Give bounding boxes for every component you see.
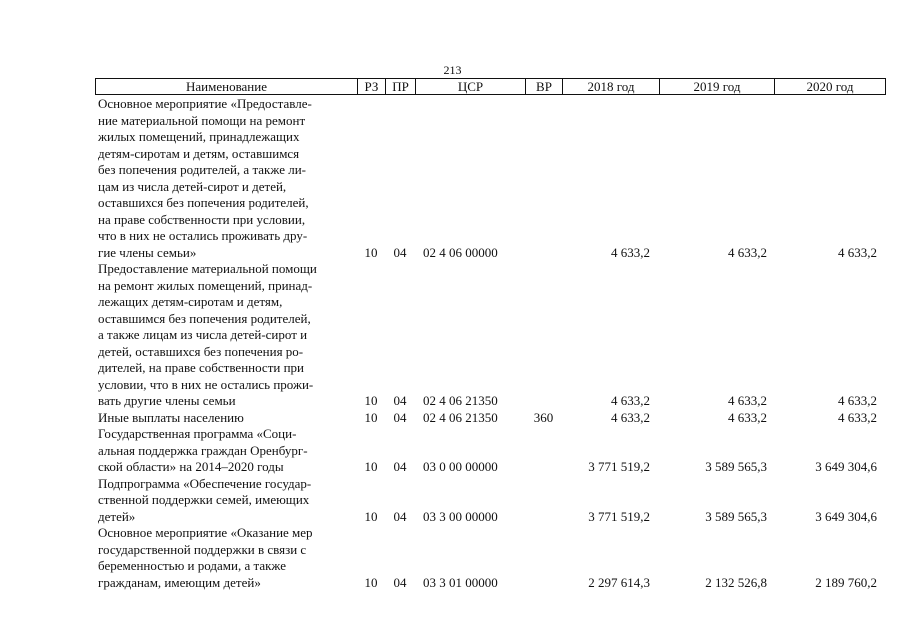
row-rz: 10 bbox=[364, 393, 378, 408]
header-csr: ЦСР bbox=[416, 79, 526, 94]
row-name-line: лежащих детям-сиротам и детям, bbox=[98, 294, 283, 309]
row-2018: 4 633,2 bbox=[611, 409, 650, 425]
table-body bbox=[95, 96, 886, 591]
table-row bbox=[95, 476, 886, 526]
row-2020: 3 649 304,6 bbox=[815, 459, 877, 474]
row-2019: 4 633,2 bbox=[728, 244, 767, 260]
row-2019: 2 132 526,8 bbox=[705, 574, 767, 590]
row-name-line: оставшихся без попечения родителей, bbox=[98, 195, 309, 210]
row-name-line: что в них не остались проживать дру- bbox=[98, 228, 308, 243]
row-rz: 10 bbox=[364, 574, 378, 590]
header-vr: ВР bbox=[526, 79, 563, 94]
row-name-line: ской области» на 2014–2020 годы bbox=[98, 459, 284, 474]
row-csr: 02 4 06 21350 bbox=[423, 409, 498, 425]
row-2019: 3 589 565,3 bbox=[705, 508, 767, 524]
header-2018: 2018 год bbox=[563, 79, 660, 94]
row-2019: 4 633,2 bbox=[728, 409, 767, 425]
row-pr: 04 bbox=[393, 574, 407, 590]
page-number: 213 bbox=[443, 63, 462, 77]
row-rz: 10 bbox=[364, 409, 378, 425]
row-name-line: жилых помещений, принадлежащих bbox=[98, 129, 300, 144]
row-name-line: на ремонт жилых помещений, принад- bbox=[98, 277, 313, 293]
header-2020: 2020 год bbox=[806, 79, 854, 94]
row-name-line: условии, что в них не остались прожи- bbox=[98, 376, 314, 392]
row-name bbox=[95, 426, 357, 476]
row-name-line: Предоставление материальной помощи bbox=[98, 261, 317, 276]
table-row bbox=[95, 525, 886, 591]
row-rz: 10 bbox=[364, 508, 378, 524]
row-name-line: гие члены семьи» bbox=[98, 244, 197, 260]
row-name-line: ственной поддержки семей, имеющих bbox=[98, 492, 310, 507]
row-name bbox=[95, 476, 357, 526]
row-pr: 04 bbox=[393, 393, 407, 408]
row-csr: 02 4 06 21350 bbox=[423, 393, 498, 408]
row-2018: 2 297 614,3 bbox=[588, 574, 650, 590]
row-2020: 4 633,2 bbox=[838, 393, 877, 408]
row-csr: 03 3 01 00000 bbox=[423, 574, 498, 590]
row-name bbox=[95, 261, 357, 410]
header-2019: 2019 год bbox=[660, 79, 775, 94]
row-name bbox=[95, 410, 357, 427]
row-name-line: ние материальной помощи на ремонт bbox=[98, 112, 306, 128]
row-rz: 10 bbox=[364, 459, 378, 474]
row-name-line: цам из числа детей-сирот и детей, bbox=[98, 178, 287, 194]
row-name-line: Основное мероприятие «Оказание мер bbox=[98, 525, 313, 540]
table-row bbox=[95, 426, 886, 476]
row-2020: 4 633,2 bbox=[838, 244, 877, 260]
row-rz: 10 bbox=[364, 244, 378, 260]
row-csr: 03 3 00 00000 bbox=[423, 508, 498, 524]
row-pr: 04 bbox=[393, 409, 407, 425]
row-name-line: оставшимся без попечения родителей, bbox=[98, 310, 311, 326]
row-name-line: гражданам, имеющим детей» bbox=[98, 574, 261, 590]
row-name-line: Подпрограмма «Обеспечение государ- bbox=[98, 475, 312, 491]
table-row bbox=[95, 261, 886, 410]
header-pr: ПР bbox=[386, 79, 416, 94]
row-name-line: на праве собственности при условии, bbox=[98, 211, 306, 227]
row-name bbox=[95, 96, 357, 261]
row-name-line: государственной поддержки в связи с bbox=[98, 541, 307, 557]
row-name-line: Основное мероприятие «Предоставле- bbox=[98, 96, 312, 111]
row-vr: 360 bbox=[533, 409, 554, 425]
row-name-line: без попечения родителей, а также ли- bbox=[98, 162, 306, 177]
row-name bbox=[95, 525, 357, 591]
row-name-line: детей» bbox=[98, 508, 136, 524]
row-name-line: альная поддержка граждан Оренбург- bbox=[98, 442, 308, 458]
table-row bbox=[95, 96, 886, 261]
row-csr: 02 4 06 00000 bbox=[423, 244, 498, 260]
row-2020: 4 633,2 bbox=[838, 409, 877, 425]
row-name-line: детям-сиротам и детям, оставшимся bbox=[98, 145, 300, 161]
row-pr: 04 bbox=[393, 244, 407, 260]
row-name-line: беременностью и родами, а также bbox=[98, 558, 286, 573]
row-csr: 03 0 00 00000 bbox=[423, 459, 498, 474]
row-2019: 3 589 565,3 bbox=[705, 459, 767, 474]
row-2018: 4 633,2 bbox=[611, 393, 650, 408]
row-2019: 4 633,2 bbox=[728, 393, 767, 408]
row-name-line: дителей, на праве собственности при bbox=[98, 360, 305, 375]
row-2018: 3 771 519,2 bbox=[588, 508, 650, 524]
row-2018: 3 771 519,2 bbox=[588, 459, 650, 474]
header-name: Наименование bbox=[96, 79, 358, 94]
row-pr: 04 bbox=[393, 508, 407, 524]
table-row bbox=[95, 410, 886, 427]
row-name-line: а также лицам из числа детей-сирот и bbox=[98, 327, 308, 342]
row-2020: 3 649 304,6 bbox=[815, 508, 877, 524]
header-rz: РЗ bbox=[358, 79, 386, 94]
row-name-line: Иные выплаты населению bbox=[98, 409, 244, 425]
row-name-line: Государственная программа «Соци- bbox=[98, 426, 297, 441]
row-pr: 04 bbox=[393, 459, 407, 474]
row-name-line: вать другие члены семьи bbox=[98, 393, 236, 408]
row-2020: 2 189 760,2 bbox=[815, 574, 877, 590]
table-header bbox=[95, 78, 886, 95]
row-2018: 4 633,2 bbox=[611, 244, 650, 260]
row-name-line: детей, оставшихся без попечения ро- bbox=[98, 343, 304, 359]
